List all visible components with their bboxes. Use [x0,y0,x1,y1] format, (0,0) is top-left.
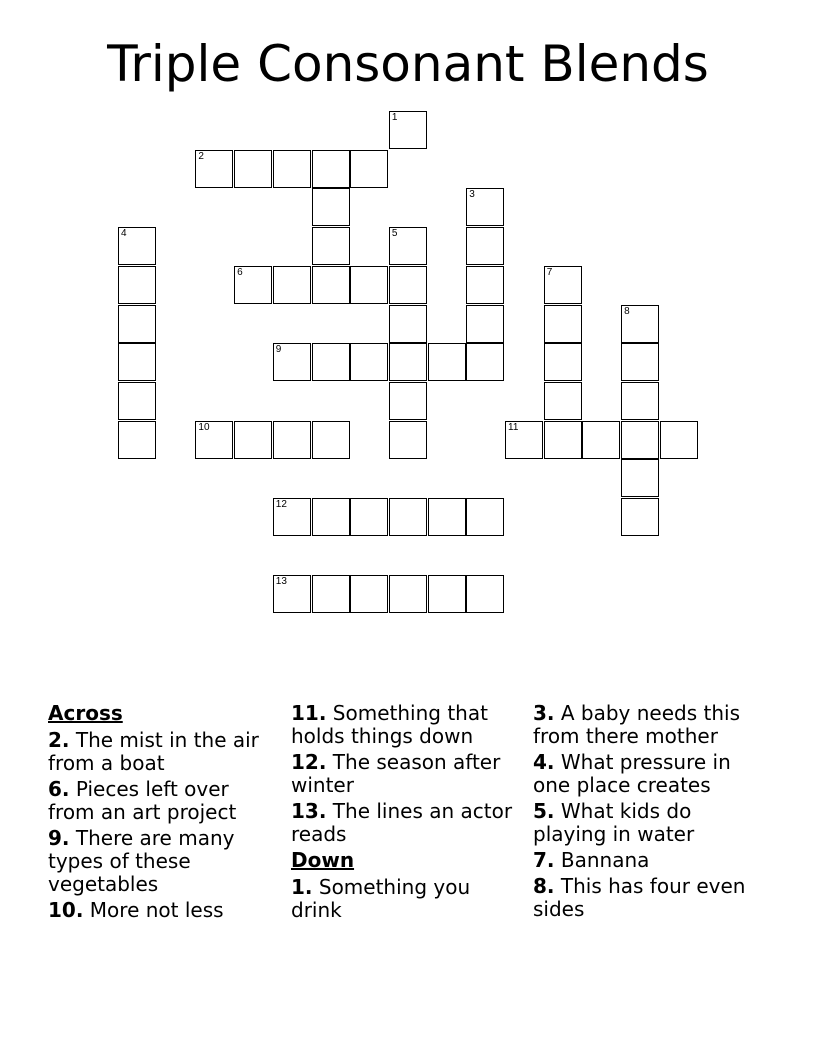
grid-cell[interactable] [118,266,156,304]
clue-across-12 [291,751,516,797]
grid-cell[interactable] [234,150,272,188]
grid-cell[interactable] [660,421,698,459]
clue-down-4 [533,751,758,797]
clue-across-2 [48,729,273,775]
clue-down-7 [533,849,758,872]
grid-cell[interactable] [466,188,504,226]
grid-cell[interactable] [195,421,233,459]
grid-cell[interactable] [621,421,659,459]
cell-number: 2 [198,150,204,162]
clue-text: Pieces left over from an art project [48,777,237,824]
grid-cell[interactable] [273,266,311,304]
grid-cell[interactable] [544,343,582,381]
clue-number: 2. [48,728,70,752]
grid-cell[interactable] [273,421,311,459]
grid-cell[interactable] [621,459,659,497]
grid-cell[interactable] [466,498,504,536]
grid-cell[interactable] [466,305,504,343]
cell-number: 6 [237,266,243,278]
grid-cell[interactable] [118,305,156,343]
clue-across-9 [48,827,273,896]
puzzle-title: Triple Consonant Blends [107,35,709,93]
grid-cell[interactable] [118,343,156,381]
grid-cell[interactable] [389,343,427,381]
cell-number: 1 [391,112,398,123]
grid-cell[interactable] [621,382,659,420]
clue-number: 10. [48,898,84,922]
grid-cell[interactable] [544,382,582,420]
clue-column-1 [48,702,273,925]
grid-cell[interactable] [350,343,388,381]
grid-cell[interactable] [621,498,659,536]
grid-cell[interactable] [389,227,427,265]
grid-cell[interactable] [118,421,156,459]
grid-cell[interactable] [273,150,311,188]
clue-across-13 [291,800,516,846]
clue-column-2 [291,702,516,925]
cell-number: 7 [546,266,553,278]
grid-cell[interactable] [428,575,466,613]
clue-number: 12. [291,750,327,774]
grid-cell[interactable] [312,575,350,613]
grid-cell[interactable] [312,421,350,459]
grid-cell[interactable] [234,421,272,459]
clue-across-11 [291,702,516,748]
grid-cell[interactable] [428,343,466,381]
grid-cell[interactable] [505,421,543,459]
clue-down-8 [533,875,758,921]
grid-cell[interactable] [544,266,582,304]
grid-cell[interactable] [582,421,620,459]
grid-cell[interactable] [273,498,311,536]
grid-cell[interactable] [389,111,427,149]
grid-cell[interactable] [621,343,659,381]
grid-cell[interactable] [544,421,582,459]
grid-cell[interactable] [389,498,427,536]
grid-cell[interactable] [312,227,350,265]
clue-down-3 [533,702,758,748]
clue-across-6 [48,778,273,824]
clue-down-5 [533,800,758,846]
grid-cell[interactable] [273,575,311,613]
clue-text: Something that holds things down [291,701,488,748]
clue-number: 1. [291,875,313,899]
clue-text: This has four even sides [533,874,746,921]
clue-column-3 [533,702,758,924]
clue-number: 13. [291,799,327,823]
clue-text: What kids do playing in water [533,799,695,846]
grid-cell[interactable] [466,227,504,265]
grid-cell[interactable] [350,266,388,304]
grid-cell[interactable] [389,382,427,420]
clue-number: 4. [533,750,555,774]
cell-number: 12 [275,499,287,510]
clue-number: 5. [533,799,555,823]
grid-cell[interactable] [234,266,272,304]
cell-number: 9 [275,344,282,356]
clue-number: 11. [291,701,327,725]
grid-cell[interactable] [466,575,504,613]
clue-number: 9. [48,826,70,850]
grid-cell[interactable] [389,266,427,304]
clue-text: More not less [83,898,224,922]
cell-number: 5 [391,228,398,240]
clue-text: A baby needs this from there mother [533,701,741,748]
clue-text: What pressure in one place creates [533,750,731,797]
grid-cell[interactable] [350,498,388,536]
grid-cell[interactable] [118,382,156,420]
grid-cell[interactable] [312,498,350,536]
clue-number: 8. [533,874,555,898]
cell-number: 10 [198,421,210,433]
grid-cell[interactable] [350,150,388,188]
grid-cell[interactable] [312,188,350,226]
grid-cell[interactable] [273,343,311,381]
clue-text: The season after winter [291,750,501,797]
cell-number: 4 [121,228,127,240]
cell-number: 8 [624,305,630,317]
grid-cell[interactable] [621,305,659,343]
grid-cell[interactable] [312,150,350,188]
clue-across-10 [48,899,273,922]
grid-cell[interactable] [118,227,156,265]
clue-text: Bannana [554,848,650,872]
clue-text: The lines an actor reads [291,799,513,846]
grid-cell[interactable] [389,421,427,459]
grid-cell[interactable] [312,343,350,381]
down-heading: Down [291,848,355,872]
clue-number: 3. [533,701,555,725]
grid-cell[interactable] [428,498,466,536]
cell-number: 11 [508,421,519,433]
grid-cell[interactable] [312,266,350,304]
clue-number: 6. [48,777,70,801]
grid-cell[interactable] [389,305,427,343]
clue-down-1 [291,876,516,922]
cell-number: 3 [469,189,475,201]
grid-cell[interactable] [544,305,582,343]
cell-number: 13 [275,576,287,588]
grid-cell[interactable] [195,150,233,188]
grid-cell[interactable] [466,343,504,381]
clue-text: There are many types of these vegetables [48,826,235,896]
grid-cell[interactable] [350,575,388,613]
clue-text: The mist in the air from a boat [48,728,259,775]
grid-cell[interactable] [466,266,504,304]
across-heading: Across [48,701,123,725]
clue-text: Something you drink [291,875,471,922]
grid-cell[interactable] [389,575,427,613]
clue-number: 7. [533,848,555,872]
